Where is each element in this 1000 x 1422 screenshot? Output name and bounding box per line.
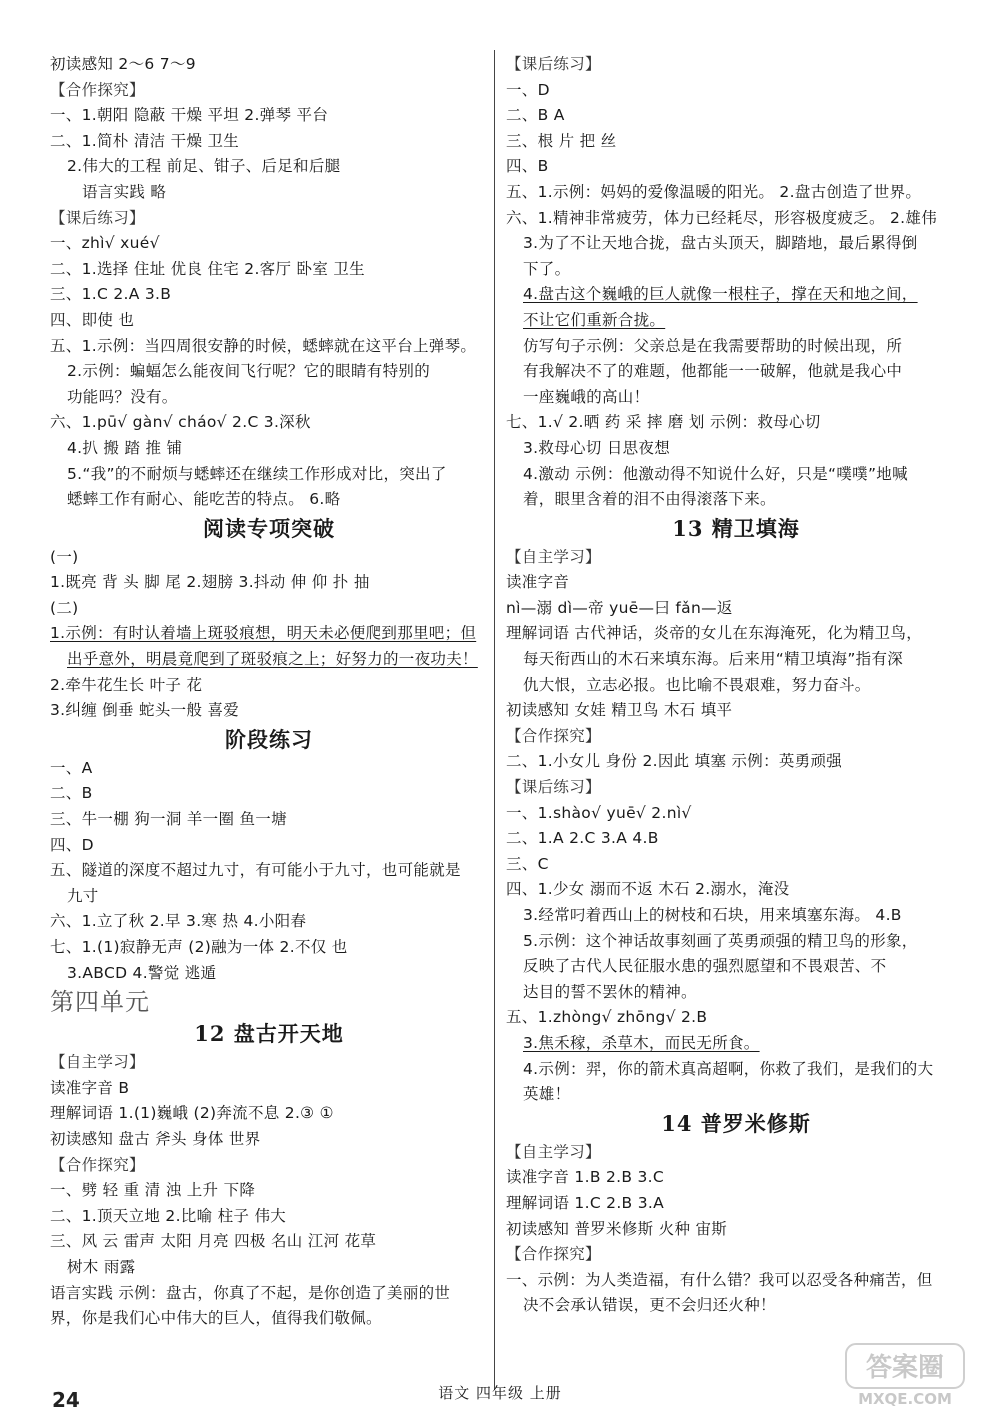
answer-line — [506, 1031, 966, 1057]
answer-line: 达目的誓不罢休的精神。 — [523, 982, 697, 1001]
answer-line: 五、1.示例：妈妈的爱像温暖的阳光。 2.盘古创造了世界。 — [506, 182, 922, 201]
underlined-text: 4.盘古这个巍峨的巨人就像一根柱子，撑在天和地之间， — [523, 285, 918, 304]
answer-line: 一、示例：为人类造福，有什么错？我可以忍受各种痛苦，但 — [506, 1270, 933, 1289]
subsection-label: 【自主学习】 — [50, 1053, 145, 1072]
underlined-text: 不让它们重新合拢。 — [523, 310, 666, 329]
answer-line: 每天衔西山的木石来填东海。后来用“精卫填海”指有深 — [523, 650, 904, 669]
answer-line: 五、1.示例：当四周很安静的时候，蟋蟀就在这平台上弹琴。 — [50, 336, 477, 355]
answer-line: 界，你是我们心中伟大的巨人，值得我们敬佩。 — [50, 1309, 382, 1328]
answer-line: 树木 雨露 — [67, 1257, 136, 1276]
answer-line — [506, 308, 966, 334]
answer-line — [506, 282, 966, 308]
answer-line: 五、1.zhòng√ zhōng√ 2.B — [506, 1008, 708, 1027]
answer-line: 决不会承认错误，更不会归还火种！ — [523, 1296, 776, 1315]
answer-line: (一) — [50, 547, 79, 566]
answer-line: 一、1.朝阳 隐蔽 干燥 平坦 2.弹琴 平台 — [50, 106, 329, 125]
answer-line: 九寸 — [67, 886, 99, 905]
answer-line: 二、1.A 2.C 3.A 4.B — [506, 829, 659, 848]
answer-line: 初读感知 普罗米修斯 火种 宙斯 — [506, 1219, 728, 1238]
answer-line: 反映了古代人民征服水患的强烈愿望和不畏艰苦、不 — [523, 957, 887, 976]
answer-line: 四、B — [506, 157, 549, 176]
right-column — [506, 52, 966, 1319]
answer-line: nì—溺 dì—帝 yuē—曰 fǎn—返 — [506, 598, 733, 617]
answer-line: 四、即使 也 — [50, 310, 135, 329]
answer-line: 理解词语 1.C 2.B 3.A — [506, 1193, 665, 1212]
unit-title: 第四单元 — [50, 988, 150, 1017]
column-divider — [494, 50, 495, 1390]
answer-line: 四、1.少女 溺而不返 木石 2.溺水，淹没 — [506, 880, 790, 899]
subsection-label: 【课后练习】 — [506, 55, 601, 73]
answer-line: 一、1.shào√ yuē√ 2.nì√ — [506, 803, 692, 822]
answer-line: 理解词语 古代神话，炎帝的女儿在东海淹死，化为精卫鸟， — [506, 624, 923, 643]
page-footer: 语文 四年级 上册 — [438, 1384, 562, 1402]
answer-line: 初读感知 2～6 7～9 — [50, 55, 196, 73]
watermark-text: 答案圈 — [865, 1353, 945, 1383]
answer-line — [50, 647, 488, 673]
answer-line: 一、D — [506, 80, 550, 99]
answer-line: 二、B — [50, 784, 93, 803]
answer-line: 初读感知 女娃 精卫鸟 木石 填平 — [506, 701, 733, 720]
subsection-label: 【课后练习】 — [506, 778, 601, 797]
answer-line: 六、1.pū√ gàn√ cháo√ 2.C 3.深秋 — [50, 413, 311, 432]
answer-line: 3.为了不让天地合拢，盘古头顶天，脚踏地，最后累得倒 — [523, 234, 918, 253]
watermark-url: MXQE.COM — [858, 1390, 952, 1408]
subsection-label: 【合作探究】 — [50, 80, 145, 99]
section-heading: 阶段练习 — [225, 726, 313, 752]
section-heading: 13 精卫填海 — [672, 515, 800, 541]
left-column — [50, 52, 488, 1332]
answer-line: 五、隧道的深度不超过九寸，有可能小于九寸，也可能就是 — [50, 861, 461, 880]
subsection-label: 【课后练习】 — [50, 208, 145, 227]
answer-line: 3.救母心切 日思夜想 — [523, 438, 671, 457]
answer-line: 3.纠缠 倒垂 蛇头一般 喜爱 — [50, 701, 240, 720]
answer-line: 一座巍峨的高山！ — [523, 387, 650, 406]
answer-line: 2.示例：蝙蝠怎么能夜间飞行呢？它的眼睛有特别的 — [67, 362, 430, 381]
answer-line: 仿写句子示例：父亲总是在我需要帮助的时候出现，所 — [523, 336, 903, 355]
answer-line: 七、1.√ 2.晒 药 采 摔 磨 划 示例：救母心切 — [506, 413, 821, 432]
answer-line: 1.既亮 背 头 脚 尾 2.翅膀 3.抖动 伸 仰 扑 抽 — [50, 573, 370, 592]
answer-line: 读准字音 — [506, 573, 570, 592]
answer-line: 2.牵牛花生长 叶子 花 — [50, 675, 203, 694]
answer-line: 七、1.(1)寂静无声 (2)融为一体 2.不仅 也 — [50, 938, 348, 956]
answer-line: 语言实践 略 — [82, 182, 167, 201]
answer-line: 一、A — [50, 758, 93, 777]
subsection-label: 【合作探究】 — [50, 1155, 145, 1174]
answer-line: 2.伟大的工程 前足、钳子、后足和后腿 — [67, 157, 341, 176]
answer-line: 二、1.简朴 清洁 干燥 卫生 — [50, 131, 240, 150]
answer-line: 英雄！ — [523, 1085, 571, 1104]
answer-line: 三、根 片 把 丝 — [506, 131, 617, 150]
answer-line: 5.示例：这个神话故事刻画了英勇顽强的精卫鸟的形象， — [523, 931, 918, 950]
answer-line: 有我解决不了的难题，他都能一一破解，他就是我心中 — [523, 362, 903, 381]
answer-line: 二、B A — [506, 106, 565, 125]
answer-line: 4.激动 示例：他激动得不知说什么好，只是“噗噗”地喊 — [523, 464, 908, 483]
answer-line: 读准字音 B — [50, 1078, 130, 1097]
answer-line: 4.扒 搬 踏 推 铺 — [67, 438, 183, 457]
underlined-text: 3.焦禾稼，杀草木，而民无所食。 — [523, 1033, 760, 1052]
answer-line: 下了。 — [523, 259, 571, 278]
answer-line: 功能吗？没有。 — [67, 387, 178, 406]
answer-line: 三、风 云 雷声 太阳 月亮 四极 名山 江河 花草 — [50, 1232, 377, 1251]
subsection-label: 【合作探究】 — [506, 726, 601, 745]
subsection-label: 【合作探究】 — [506, 1245, 601, 1264]
watermark-logo — [840, 1340, 970, 1410]
answer-line: 二、1.小女儿 身份 2.因此 填塞 示例：英勇顽强 — [506, 752, 843, 771]
page-number: 24 — [52, 1388, 80, 1412]
underlined-text: 1.示例：有时认着墙上斑驳痕想，明天未必便爬到那里吧；但 — [50, 624, 477, 643]
subsection-label: 【自主学习】 — [506, 1142, 601, 1161]
answer-line: 着，眼里含着的泪不由得滚落下来。 — [523, 490, 776, 509]
answer-line: 四、D — [50, 835, 94, 854]
answer-line: 一、zhì√ xué√ — [50, 234, 160, 253]
underlined-text: 出乎意外，明晨竟爬到了斑驳痕之上；好努力的一夜功夫！ — [67, 650, 478, 669]
answer-line: 读准字音 1.B 2.B 3.C — [506, 1168, 665, 1187]
answer-line: 初读感知 盘古 斧头 身体 世界 — [50, 1129, 261, 1148]
answer-line: 二、1.顶天立地 2.比喻 柱子 伟大 — [50, 1206, 287, 1225]
section-heading: 12 盘古开天地 — [194, 1021, 344, 1047]
answer-line: 三、牛一棚 狗一洞 羊一圈 鱼一塘 — [50, 810, 287, 829]
answer-line: (二) — [50, 598, 79, 617]
answer-line: 二、1.选择 住址 优良 住宅 2.客厅 卧室 卫生 — [50, 259, 365, 278]
answer-line: 语言实践 示例：盘古，你真了不起，是你创造了美丽的世 — [50, 1283, 451, 1302]
answer-line: 4.示例：羿，你的箭术真高超啊，你救了我们，是我们的大 — [523, 1059, 934, 1078]
answer-line: 3.经常叼着西山上的树枝和石块，用来填塞东海。 4.B — [523, 906, 902, 924]
answer-line: 三、C — [506, 854, 549, 873]
section-heading: 14 普罗米修斯 — [661, 1110, 811, 1136]
section-heading: 阅读专项突破 — [203, 515, 335, 541]
answer-line — [50, 621, 488, 647]
answer-line: 理解词语 1.(1)巍峨 (2)奔流不息 2.③ ① — [50, 1104, 334, 1123]
answer-line: 六、1.精神非常疲劳，体力已经耗尽，形容极度疲乏。 2.雄伟 — [506, 208, 938, 227]
answer-line: 5.“我”的不耐烦与蟋蟀还在继续工作形成对比，突出了 — [67, 464, 447, 483]
answer-line: 仇大恨，立志必报。也比喻不畏艰难，努力奋斗。 — [523, 675, 871, 694]
answer-line: 蟋蟀工作有耐心、能吃苦的特点。 6.略 — [67, 490, 341, 509]
subsection-label: 【自主学习】 — [506, 547, 601, 566]
answer-line: 三、1.C 2.A 3.B — [50, 285, 172, 304]
answer-line: 3.ABCD 4.警觉 逃遁 — [67, 963, 217, 982]
answer-line: 一、劈 轻 重 清 浊 上升 下降 — [50, 1181, 256, 1200]
answer-line: 六、1.立了秋 2.早 3.寒 热 4.小阳春 — [50, 912, 307, 931]
